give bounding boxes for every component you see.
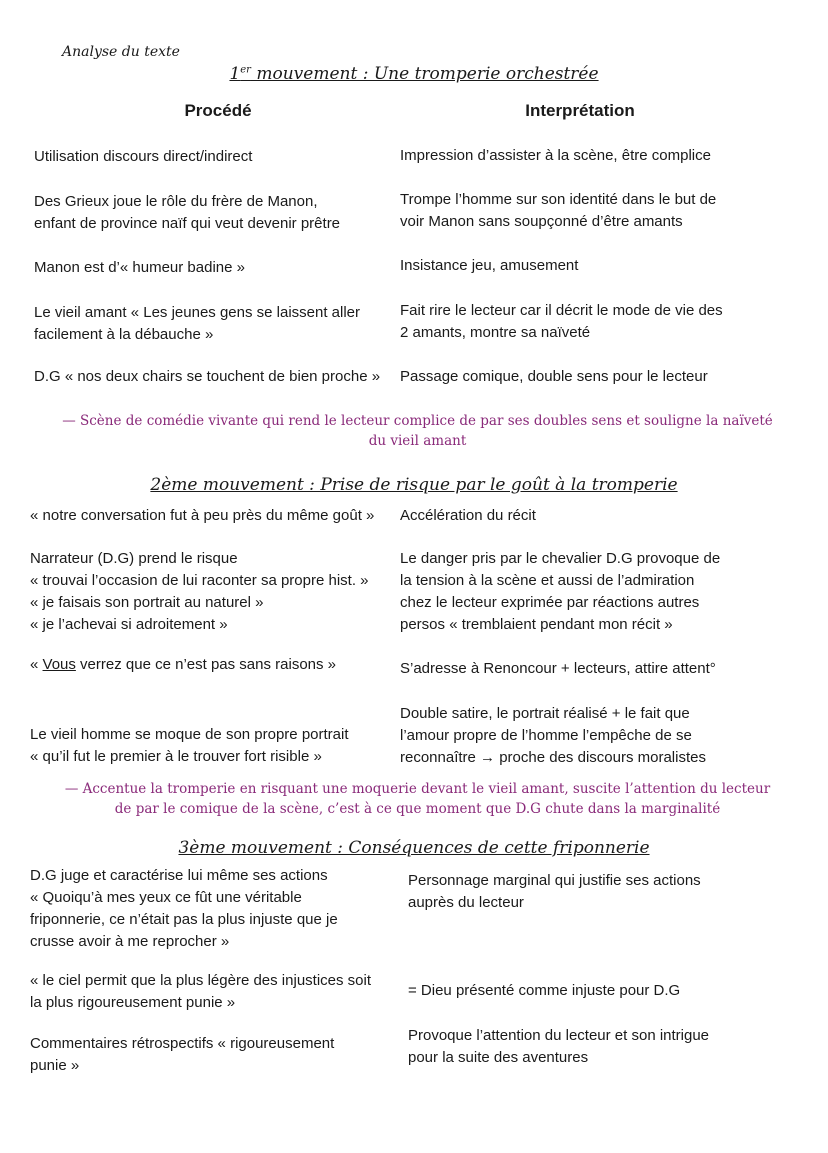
m1-row3-procede: Manon est d’« humeur badine » bbox=[34, 259, 245, 276]
m1-conclusion: — Scène de comédie vivante qui rend le lecteur complice de par ses doubles sens et souligne la naïveté du vieil amant bbox=[62, 413, 773, 449]
m1-row2-interpretation: Trompe l’homme sur son identité dans le but de voir Manon sans soupçonné d’être amants bbox=[400, 191, 717, 230]
m2-row3-interpretation: S’adresse à Renoncour + lecteurs, attire attent° bbox=[400, 660, 716, 677]
m2-conclusion: — Accentue la tromperie en risquant une moquerie devant le vieil amant, suscite l’attention du lecteur de par le comique de la scène, c’est à ce que moment que D.G chute dans la marginalité bbox=[64, 781, 771, 817]
m2-row1-interpretation: Accélération du récit bbox=[400, 507, 536, 524]
m3-row3-interpretation: Provoque l’attention du lecteur et son intrigue pour la suite des aventures bbox=[408, 1027, 710, 1066]
m2-row2-interpretation: Le danger pris par le chevalier D.G provoque de la tension à la scène et aussi de l’admiration chez le lecteur exprimée par réactions autres persos « tremblaient pendant mon récit » bbox=[400, 550, 721, 633]
m3-row3-procede: Commentaires rétrospectifs « rigoureusement punie » bbox=[30, 1035, 335, 1074]
m2-row2-procede: Narrateur (D.G) prend le risque « trouvai l’occasion de lui raconter sa propre hist. » « je faisais son portrait au naturel » « je l’achevai si adroitement » bbox=[30, 550, 369, 633]
header-interpretation: Interprétation bbox=[525, 101, 635, 120]
m2-row1-procede: « notre conversation fut à peu près du même goût » bbox=[30, 507, 375, 524]
m1-row4-procede: Le vieil amant « Les jeunes gens se laissent aller facilement à la débauche » bbox=[34, 304, 361, 343]
m2-row4-interpretation: Double satire, le portrait réalisé + le fait que l’amour propre de l’homme l’empêche de se reconnaître → proche des discours moralistes bbox=[400, 705, 706, 766]
m3-row2-procede: « le ciel permit que la plus légère des injustices soit la plus rigoureusement punie » bbox=[30, 972, 372, 1011]
movement-3-title: 3ème mouvement : Conséquences de cette friponnerie bbox=[178, 838, 650, 858]
m1-row1-procede: Utilisation discours direct/indirect bbox=[34, 148, 253, 165]
m2-row3-procede: « Vous verrez que ce n’est pas sans raisons » bbox=[30, 656, 337, 673]
m3-row2-interpretation: = Dieu présenté comme injuste pour D.G bbox=[408, 982, 681, 999]
header-procede: Procédé bbox=[184, 101, 252, 120]
m3-row1-procede: D.G juge et caractérise lui même ses actions « Quoiqu’à mes yeux ce fût une véritable friponnerie, ce n’était pas la plus injuste que je crusse avoir à me reprocher » bbox=[30, 867, 338, 950]
m1-row2-procede: Des Grieux joue le rôle du frère de Manon, enfant de province naïf qui veut devenir prêtre bbox=[34, 193, 341, 232]
movement-2-title: 2ème mouvement : Prise de risque par le goût à la tromperie bbox=[150, 475, 678, 495]
document-label: Analyse du texte bbox=[62, 44, 180, 60]
movement-1-title: 1er mouvement : Une tromperie orchestrée bbox=[229, 64, 599, 84]
m1-row1-interpretation: Impression d’assister à la scène, être complice bbox=[400, 147, 711, 164]
m1-row5-interpretation: Passage comique, double sens pour le lecteur bbox=[400, 368, 708, 385]
m1-row4-interpretation: Fait rire le lecteur car il décrit le mode de vie des 2 amants, montre sa naïveté bbox=[400, 302, 723, 341]
m2-row4-procede: Le vieil homme se moque de son propre portrait « qu’il fut le premier à le trouver fort risible » bbox=[30, 726, 349, 765]
m1-row3-interpretation: Insistance jeu, amusement bbox=[400, 257, 579, 274]
m3-row1-interpretation: Personnage marginal qui justifie ses actions auprès du lecteur bbox=[408, 872, 701, 911]
m1-row5-procede: D.G « nos deux chairs se touchent de bien proche » bbox=[34, 368, 381, 385]
